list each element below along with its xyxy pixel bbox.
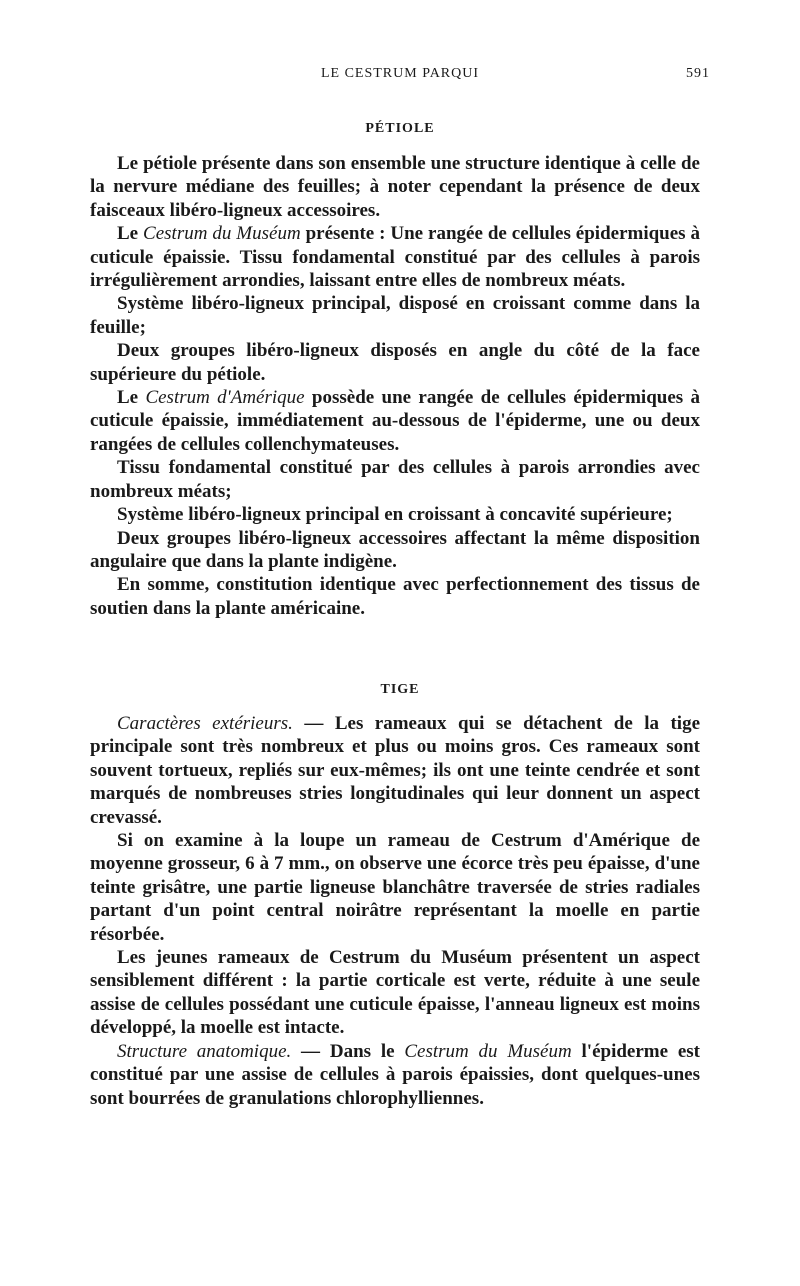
paragraph: Le Cestrum d'Amérique possède une rangée de cellules épidermiques à cuticule épaissie, immédiatement au-dessous de l'épiderme, une ou deux rangées de cellules collenchymateuses. bbox=[90, 387, 700, 455]
paragraph: Système libéro-ligneux principal, disposé en croissant comme dans la feuille; bbox=[90, 293, 700, 338]
section-heading-tige: TIGE bbox=[380, 682, 420, 697]
paragraph: Structure anatomique. — Dans le Cestrum du Muséum l'épiderme est constitué par une assise de cellules à parois épaissies, dont quelques-unes sont bourrées de granulations chlorophylliennes. bbox=[90, 1040, 700, 1109]
paragraph: Le pétiole présente dans son ensemble une structure identique à celle de la nervure médiane des feuilles; à noter cependant la présence de deux faisceaux libéro-ligneux accessoires. bbox=[90, 153, 700, 221]
paragraph: Les jeunes rameaux de Cestrum du Muséum présentent un aspect sensiblement différent : la partie corticale est verte, réduite à une seule assise de cellules possédant une cuticule épaisse, l'anneau ligneux est moins développé, la moelle est intacte. bbox=[90, 947, 700, 1039]
paragraph: Deux groupes libéro-ligneux disposés en angle du côté de la face supérieure du pétiole. bbox=[90, 340, 700, 385]
paragraph: Système libéro-ligneux principal en croissant à concavité supérieure; bbox=[117, 504, 673, 526]
paragraph: Caractères extérieurs. — Les rameaux qui se détachent de la tige principale sont très nombreux et plus ou moins gros. Ces rameaux sont souvent tortueux, repliés sur eux-mêmes; ils ont une teinte cendrée et sont marqués de nombreuses stries longitudinales qui leur donnent un aspect crevassé. bbox=[90, 713, 701, 828]
paragraph: Deux groupes libéro-ligneux accessoires affectant la même disposition angulaire que dans la plante indigène. bbox=[90, 527, 700, 572]
running-title: LE CESTRUM PARQUI bbox=[320, 66, 480, 81]
page-number: 591 bbox=[686, 66, 710, 81]
paragraph: Si on examine à la loupe un rameau de Cestrum d'Amérique de moyenne grosseur, 6 à 7 mm., on observe une écorce très peu épaisse, d'une teinte grisâtre, une partie ligneuse blanchâtre traversée de stries radiales partant d'un point central noirâtre représentant la moelle en partie résorbée. bbox=[90, 830, 700, 945]
paragraph: Le Cestrum du Muséum présente : Une rangée de cellules épidermiques à cuticule épaissie. Tissu fondamental constitué par des cellules à parois irrégulièrement arrondies, laissant entre elles de nombreux méats. bbox=[90, 223, 700, 292]
paragraph: En somme, constitution identique avec perfectionnement des tissus de soutien dans la plante américaine. bbox=[90, 574, 700, 619]
running-header bbox=[90, 66, 710, 88]
petiole-body bbox=[90, 152, 700, 620]
tige-body bbox=[90, 712, 700, 1110]
paragraph: Tissu fondamental constitué par des cellules à parois arrondies avec nombreux méats; bbox=[90, 457, 700, 502]
section-heading-petiole: PÉTIOLE bbox=[365, 121, 435, 136]
